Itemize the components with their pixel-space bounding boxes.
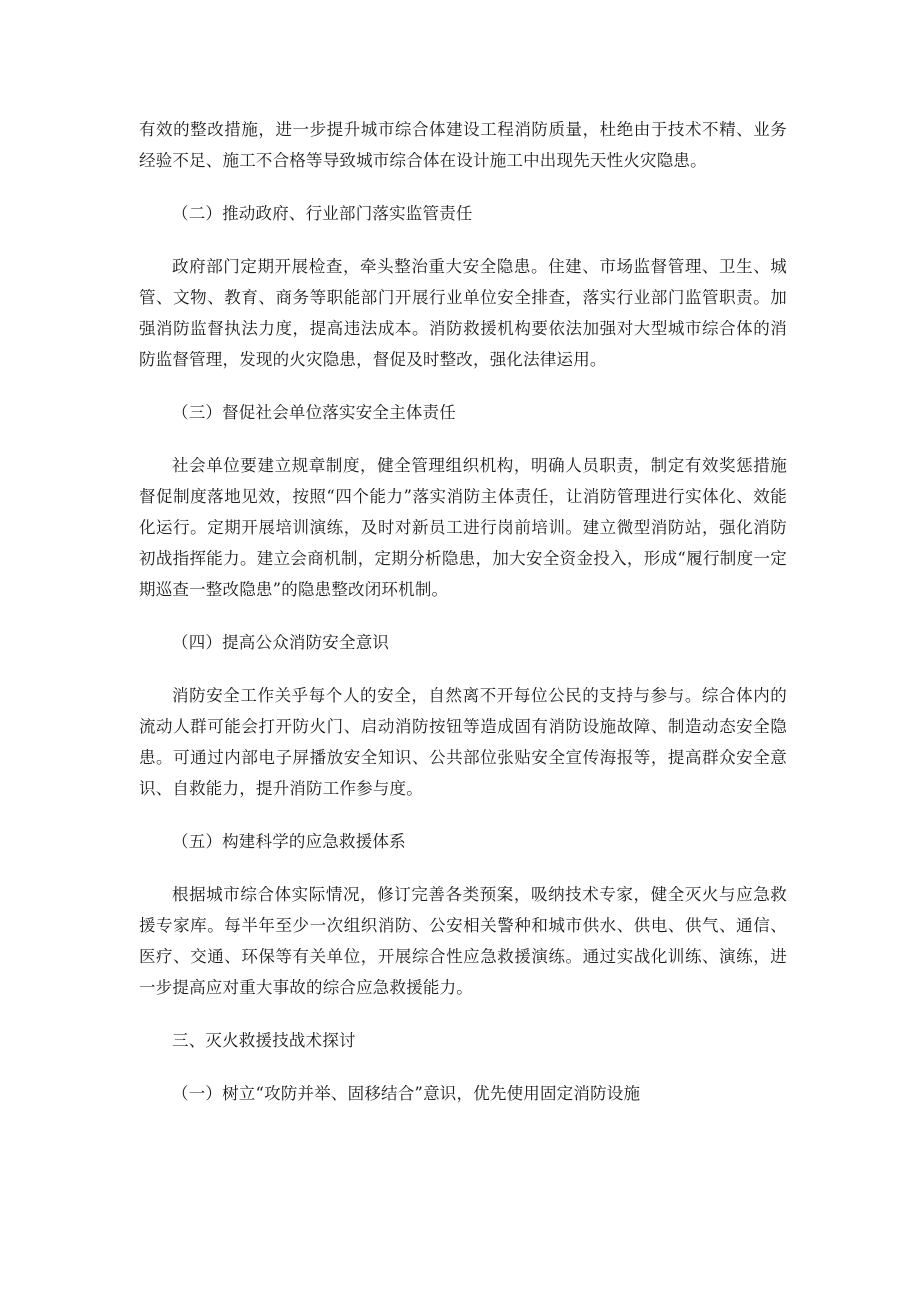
section-heading-2: （二）推动政府、行业部门落实监管责任 <box>172 204 473 223</box>
paragraph-public-awareness: 消防安全工作关乎每个人的安全，自然离不开每位公民的支持与参与。综合体内的流动人群可能会打开防火门、启动消防按钮等造成固有消防设施故障、制造动态安全隐患。可通过内部电子屏播放安全知识、公共部位张贴安全宣传海报等，提高群众安全意识、自救能力，提升消防工作参与度。 <box>139 686 787 798</box>
paragraph-emergency-system: 根据城市综合体实际情况，修订完善各类预案，吸纳技术专家，健全灭火与应急救援专家库。每半年至少一次组织消防、公安相关警种和城市供水、供电、供气、通信、医疗、交通、环保等有关单位，开展综合性应急救援演练。通过实战化训练、演练，进一步提高应对重大事故的综合应急救援能力。 <box>139 885 787 997</box>
section-heading-5: （五）构建科学的应急救援体系 <box>172 832 406 851</box>
chapter-heading-3: 三、灭火救援技战术探讨 <box>172 1031 356 1050</box>
document-body <box>139 114 787 1109</box>
paragraph-continuation: 有效的整改措施，进一步提升城市综合体建设工程消防质量，杜绝由于技术不精、业务经验不足、施工不合格等导致城市综合体在设计施工中出现先天性火灾隐患。 <box>139 120 787 170</box>
section-heading-4: （四）提高公众消防安全意识 <box>172 633 390 652</box>
section-heading-3-1: （一）树立“攻防并举、固移结合”意识，优先使用固定消防设施 <box>172 1084 641 1103</box>
paragraph-social-units: 社会单位要建立规章制度，健全管理组织机构，明确人员职责，制定有效奖惩措施督促制度落地见效，按照“四个能力”落实消防主体责任，让消防管理进行实体化、效能化运行。定期开展培训演练，及时对新员工进行岗前培训。建立微型消防站，强化消防初战指挥能力。建立会商机制，定期分析隐患，加大安全资金投入，形成“履行制度一定期巡查一整改隐患”的隐患整改闭环机制。 <box>139 456 787 599</box>
section-heading-3: （三）督促社会单位落实安全主体责任 <box>172 403 456 422</box>
paragraph-government-supervision: 政府部门定期开展检查，牵头整治重大安全隐患。住建、市场监督管理、卫生、城管、文物、教育、商务等职能部门开展行业单位安全排查，落实行业部门监管职责。加强消防监督执法力度，提高违法成本。消防救援机构要依法加强对大型城市综合体的消防监督管理，发现的火灾隐患，督促及时整改，强化法律运用。 <box>139 257 787 369</box>
